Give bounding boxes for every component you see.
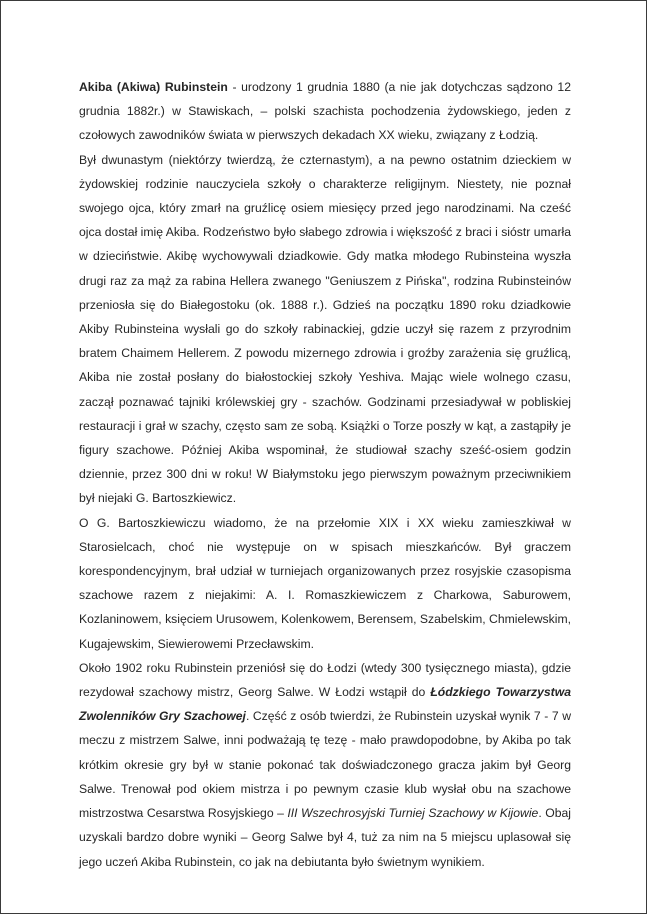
lodz-text-3: . Obaj uzyskali bardzo dobre wyniki – Georg Salwe był 4, tuż za nim na 5 miejscu uplasował się jego uczeń Akiba Rubinstein, co jak na debiutanta było świetnym wynikiem. — [79, 806, 571, 869]
tournament-name: III Wszechrosyjski Turniej Szachowy w Kijowie — [287, 806, 539, 821]
paragraph-bartoszkiewicz — [79, 511, 571, 656]
subject-name: Akiba (Akiwa) Rubinstein — [79, 80, 228, 94]
paragraph-intro — [79, 75, 571, 148]
lodz-text-1: Około 1902 roku Rubinstein przeniósł się do Łodzi (wtedy 300 tysięcznego miasta), gdzie rezydował szachowy mistrz, Georg Salwe. W Łodzi wstąpił do — [79, 660, 571, 700]
paragraph-lodz — [79, 656, 571, 874]
chess-society-name: Łódzkiego Towarzystwa Zwolenników Gry Szachowej — [79, 685, 571, 724]
bartoszkiewicz-text: O G. Bartoszkiewiczu wiadomo, że na przełomie XIX i XX wieku zamieszkiwał w Starosielcach, choć nie występuje on w spisach mieszkańców. Był graczem korespondencyjnym, brał udział w turniejach organizowanych przez rosyjskie czasopisma szachowe razem z niejakimi: A. I. Romaszkiewiczem z Charkowa, Saburowem, Kozlaninowem, księciem Urusowem, Kolenkowem, Berensem, Szabelskim, Chmielewskim, Kugajewskim, Siewierowemi Przecławskim. — [79, 515, 571, 651]
intro-text: - urodzony 1 grudnia 1880 (a nie jak dotychczas sądzono 12 grudnia 1882r.) w Stawiskach, – polski szachista pochodzenia żydowskiego, jeden z czołowych zawodników świata w pierwszych dekadach XX wieku, związany z Łodzią. — [79, 80, 571, 143]
paragraph-childhood — [79, 148, 571, 511]
lodz-text-2: . Część z osób twierdzi, że Rubinstein uzyskał wynik 7 - 7 w meczu z mistrzem Salwe, inni podważają tę tezę - mało prawdopodobne, by Akiba po tak krótkim okresie gry był w stanie pokonać tak doświadczonego gracza jakim był Georg Salwe. Trenował pod okiem mistrza i po pewnym czasie klub wysłał obu na szachowe mistrzostwa Cesarstwa Rosyjskiego – — [79, 709, 571, 821]
document-body — [79, 75, 571, 874]
childhood-text: Był dwunastym (niektórzy twierdzą, że czternastym), a na pewno ostatnim dzieckiem w żydowskiej rodzinie nauczyciela szkoły o charakterze religijnym. Niestety, nie poznał swojego ojca, który zmarł na gruźlicę osiem miesięcy przed jego narodzinami. Na cześć ojca dostał imię Akiba. Rodzeństwo było słabego zdrowia i większość z braci i sióstr umarła w dzieciństwie. Akibę wychowywali dziadkowie. Gdy matka młodego Rubinsteina wyszła drugi raz za mąż za rabina Hellera zwanego "Geniuszem z Pińska", rodzina Rubinsteinów przeniosła się do Białegostoku (ok. 1888 r.). Gdzieś na początku 1890 roku dziadkowie Akiby Rubinsteina wysłali go do szkoły rabinackiej, gdzie uczył się razem z przyrodnim bratem Chaimem Hellerem. Z powodu mizernego zdrowia i groźby zarażenia się gruźlicą, Akiba nie został posłany do białostockiej szkoły Yeshiva. Mając wiele wolnego czasu, zaczął poznawać tajniki królewskiej gry - szachów. Godzinami przesiadywał w pobliskiej restauracji i grał w szachy, często sam ze sobą. Książki o Torze poszły w kąt, a zastąpiły je figury szachowe. Później Akiba wspominał, że studiował szachy sześć-osiem godzin dziennie, przez 300 dni w roku! W Białymstoku jego pierwszym poważnym przeciwnikiem był niejaki G. Bartoszkiewicz. — [79, 152, 571, 506]
